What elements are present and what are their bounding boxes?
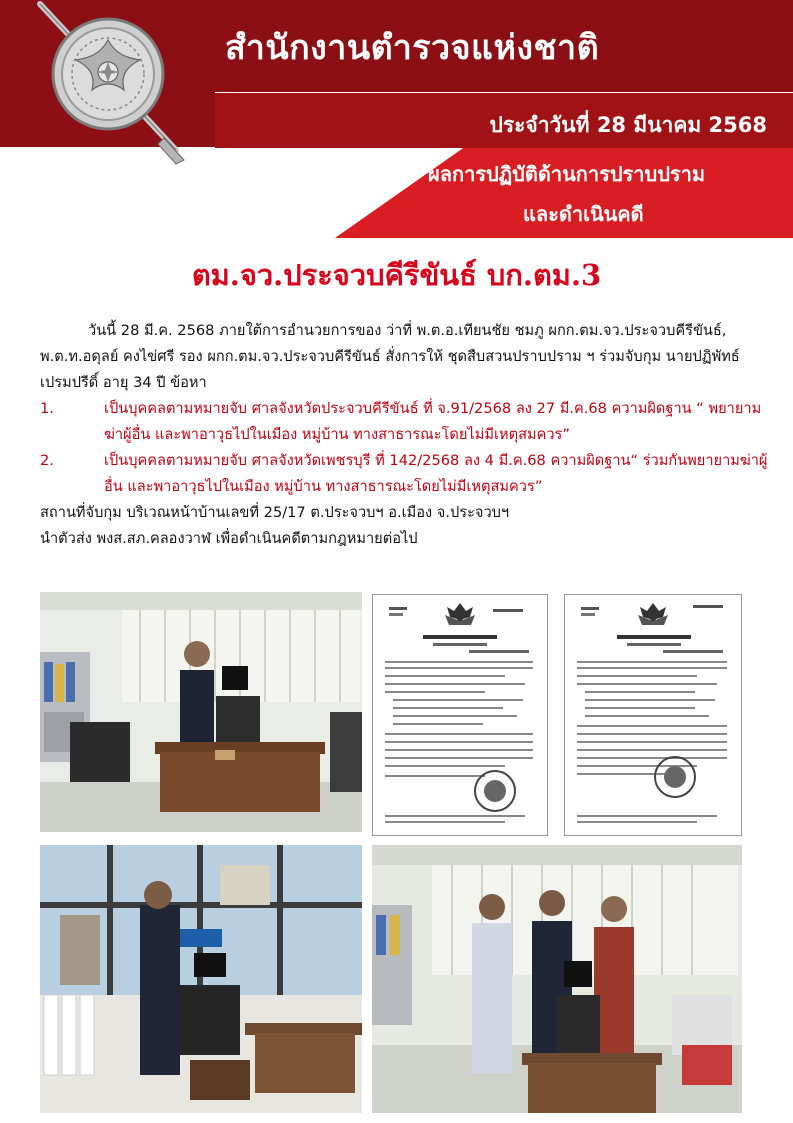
date-label: ประจำวันที่ 28 มีนาคม 2568 xyxy=(489,113,767,137)
arrest-photo-3 xyxy=(40,845,362,1113)
arrest-location: สถานที่จับกุม บริเวณหน้าบ้านเลขที่ 25/17 ต.ประจวบฯ อ.เมือง จ.ประจวบฯ xyxy=(40,504,510,521)
page-title: สำนักงานตำรวจแห่งชาติ xyxy=(225,28,600,68)
warrant-document-1 xyxy=(372,594,548,836)
topic-line-1: ผลการปฏิบัติด้านการปราบปราม xyxy=(428,162,706,186)
arrest-photo-4 xyxy=(372,845,742,1113)
report-body xyxy=(40,318,770,552)
charge-item-text: เป็นบุคคลตามหมายจับ ศาลจังหวัดเพชรบุรี ที่ 142/2568 ลง 4 มี.ค.68 ความผิดฐาน“ ร่วมกันพยายามฆ่าผู้อื่น และพาอาวุธไปในเมือง หมู่บ้าน ทางสาธารณะโดยไม่มีเหตุสมควร” xyxy=(104,452,768,495)
topic-line-2: และดำเนินคดี xyxy=(523,202,644,226)
charge-item-number: 2. xyxy=(40,452,54,469)
handover-statement: นำตัวส่ง พงส.สภ.คลองวาฬ เพื่อดำเนินคดีตามกฎหมายต่อไป xyxy=(40,530,418,547)
unit-title: ตม.จว.ประจวบคีรีขันธ์ บก.ตม.3 xyxy=(191,258,602,292)
police-seal-icon xyxy=(36,0,186,165)
warrant-document-2 xyxy=(564,594,742,836)
date-band xyxy=(215,93,793,148)
charge-item-text: เป็นบุคคลตามหมายจับ ศาลจังหวัดประจวบคีรีขันธ์ ที่ จ.91/2568 ลง 27 มี.ค.68 ความผิดฐาน “ พยายามฆ่าผู้อื่น และพาอาวุธไปในเมือง หมู่บ้าน ทางสาธารณะโดยไม่มีเหตุสมควร” xyxy=(104,400,762,443)
charge-item-2 xyxy=(40,448,770,500)
charge-item-number: 1. xyxy=(40,400,54,417)
charge-item-1 xyxy=(40,396,770,448)
arrest-photo-1 xyxy=(40,592,362,832)
intro-paragraph: วันนี้ 28 มี.ค. 2568 ภายใต้การอำนวยการของ ว่าที่ พ.ต.อ.เทียนชัย ชมภู ผกก.ตม.จว.ประจวบคีรีขันธ์, พ.ต.ท.อดุลย์ คงไข่ศรี รอง ผกก.ตม.จว.ประจวบคีรีขันธ์ สั่งการให้ ชุดสืบสวนปราบปราม ฯ ร่วมจับกุม นายปฏิพัทธ์ เปรมปรีดิ์ อายุ 34 ปี ข้อหา xyxy=(40,322,740,391)
